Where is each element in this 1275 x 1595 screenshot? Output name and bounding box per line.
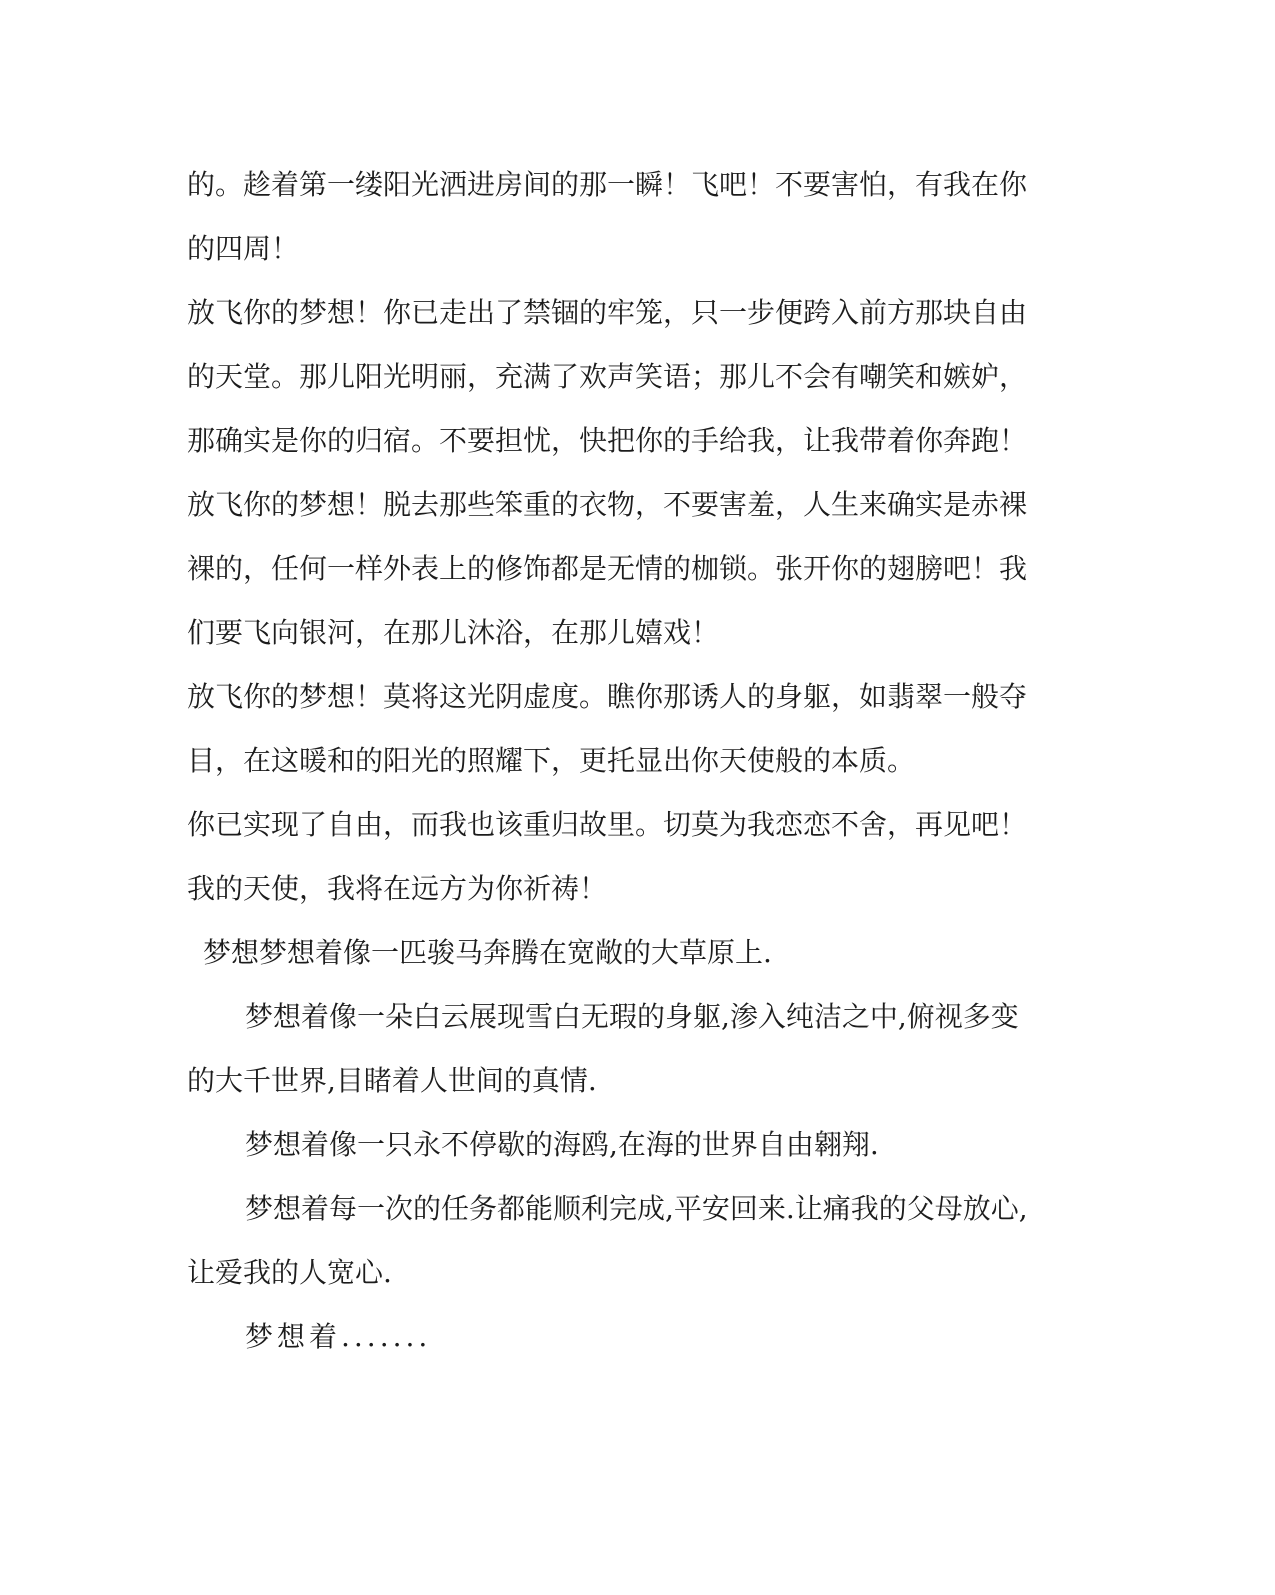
text-line: 裸的，任何一样外表上的修饰都是无情的枷锁。张开你的翅膀吧！我 xyxy=(187,552,1028,585)
text-line: 梦想着....... xyxy=(245,1320,432,1353)
text-line: 梦想着每一次的任务都能顺利完成,平安回来.让痛我的父母放心, xyxy=(245,1192,1028,1225)
text-line: 放飞你的梦想！莫将这光阴虚度。瞧你那诱人的身躯，如翡翠一般夺 xyxy=(187,680,1028,713)
text-line: 的四周！ xyxy=(187,232,300,265)
text-line: 目，在这暖和的阳光的照耀下，更托显出你天使般的本质。 xyxy=(187,744,916,777)
text-line: 梦想着像一朵白云展现雪白无瑕的身躯,渗入纯洁之中,俯视多变 xyxy=(245,1000,1019,1033)
text-line: 放飞你的梦想！你已走出了禁锢的牢笼，只一步便跨入前方那块自由 xyxy=(187,296,1028,329)
text-line: 的。趁着第一缕阳光洒进房间的那一瞬！飞吧！不要害怕，有我在你 xyxy=(187,168,1028,201)
text-line: 梦想着像一只永不停歇的海鸥,在海的世界自由翱翔. xyxy=(245,1128,879,1161)
text-line: 梦想梦想着像一匹骏马奔腾在宽敞的大草原上. xyxy=(203,936,772,969)
text-line: 的大千世界,目睹着人世间的真情. xyxy=(187,1064,597,1097)
text-line: 的天堂。那儿阳光明丽，充满了欢声笑语；那儿不会有嘲笑和嫉妒， xyxy=(187,360,1028,393)
text-line: 放飞你的梦想！脱去那些笨重的衣物，不要害羞，人生来确实是赤裸 xyxy=(187,488,1028,521)
text-line: 让爱我的人宽心. xyxy=(187,1256,392,1289)
text-line: 你已实现了自由，而我也该重归故里。切莫为我恋恋不舍，再见吧！ xyxy=(187,808,1028,841)
text-line: 那确实是你的归宿。不要担忧，快把你的手给我，让我带着你奔跑！ xyxy=(187,424,1028,457)
text-line: 我的天使，我将在远方为你祈祷！ xyxy=(187,872,608,905)
text-line: 们要飞向银河，在那儿沐浴，在那儿嬉戏！ xyxy=(187,616,720,649)
document-body xyxy=(187,153,1087,1369)
